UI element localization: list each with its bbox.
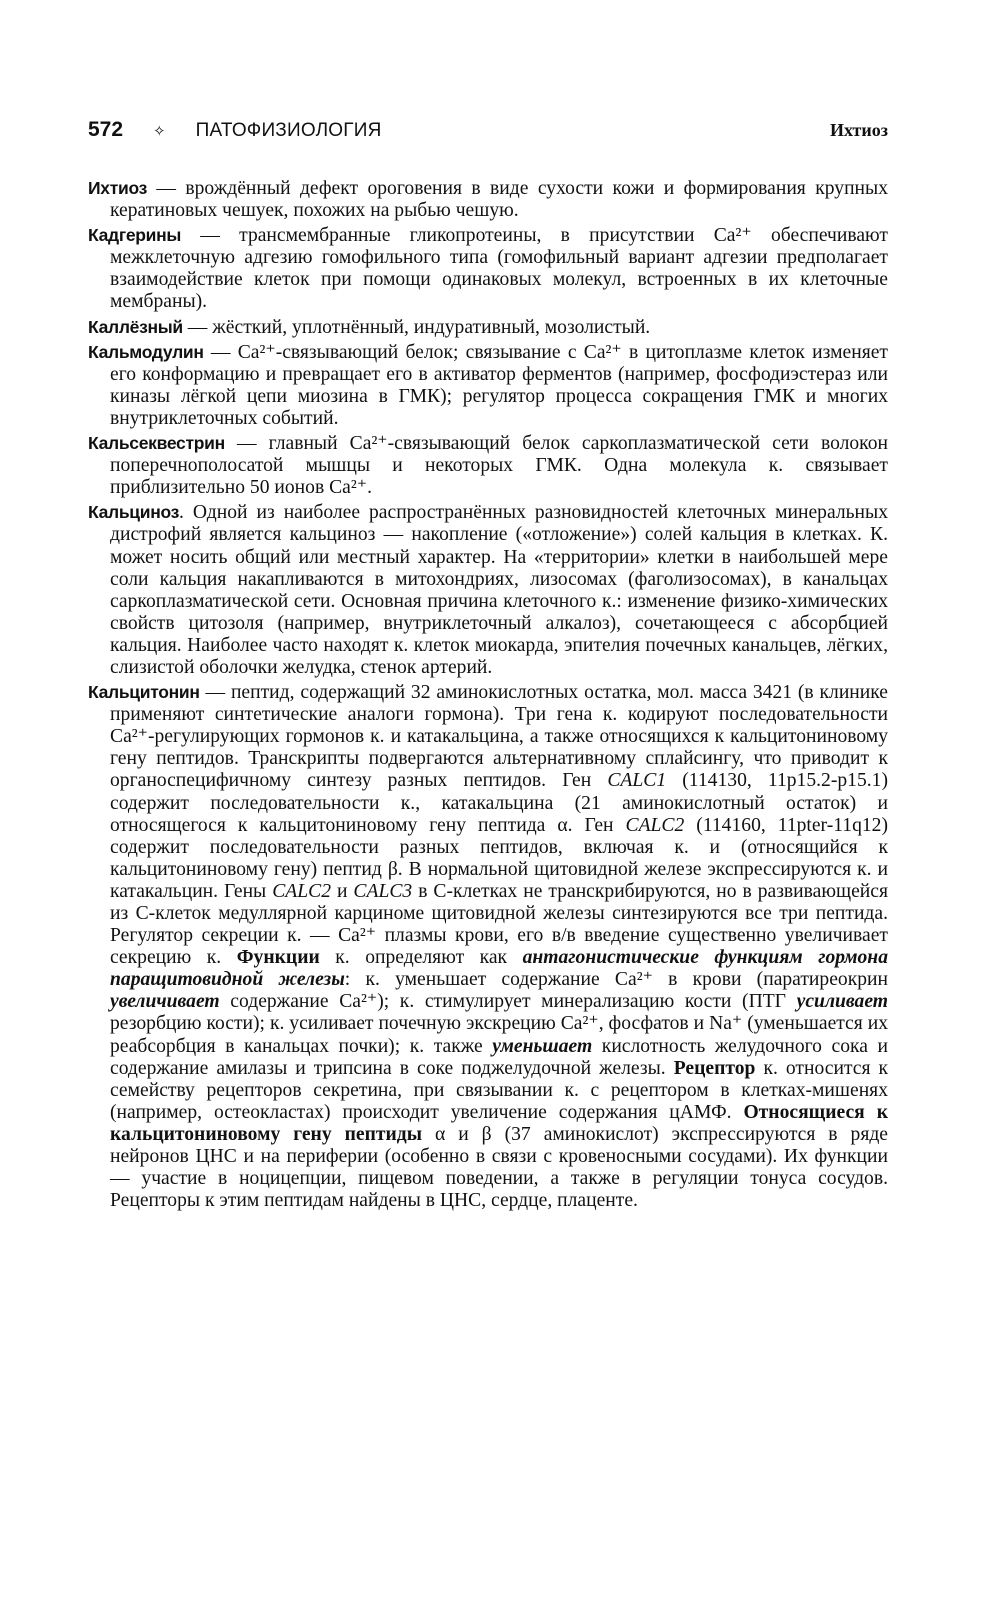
- entry-emphasis: усиливает: [796, 991, 888, 1013]
- dictionary-entry: [88, 501, 888, 679]
- entry-emphasis: CALC1: [607, 770, 667, 792]
- entry-text: в C-клетках не транскрибируются, но в развивающейся из C-клеток медуллярной карциноме щитовидной железы синтезируются все три пептида. Регулятор секреции к. — Ca²⁺ плазмы крови, его в/в введение существенно увеличивает секрецию к.: [110, 880, 888, 969]
- dictionary-entry: [88, 341, 888, 430]
- entry-text: и: [331, 880, 354, 902]
- entry-term: Кальциноз: [88, 502, 180, 523]
- dictionary-entry: [88, 681, 888, 1212]
- entry-text: кислотность желудочного сока и содержание амилазы и трипсина в соке поджелудочной железы.: [110, 1035, 888, 1079]
- ornament-diamond-icon: ✧: [153, 122, 166, 140]
- dictionary-entry: [88, 316, 888, 339]
- entry-emphasis: увеличивает: [110, 991, 220, 1013]
- entry-emphasis: CALC2: [272, 880, 331, 902]
- page-header: [88, 118, 888, 142]
- entry-emphasis: Относящиеся к кальцитониновому гену пептиды: [110, 1101, 888, 1145]
- entry-text: . Одной из наиболее распространённых разновидностей клеточных минеральных дистрофий является кальциноз — накопление («отложение») солей кальция в клетках. К. может носить общий или местный характер. На «территории» клетки в наибольшей мере соли кальция накапливаются в митохондриях, лизосомах (фаголизосомах), в канальцах саркоплазматической сети. Основная причина клеточного к.: изменение физико-химических свойств цитозоля (например, внутриклеточный алкалоз), сочетающееся с абсорбцией кальция. Наиболее часто находят к. клеток миокарда, эпителия почечных канальцев, лёгких, слизистой оболочки желудка, стенок артерий.: [110, 502, 888, 678]
- entry-text: (114130, 11p15.2-p15.1) содержит последовательности к., катакальцина (21 аминокислотный остаток) и относящегося к кальцитониновому гену пептида α. Ген: [110, 770, 888, 836]
- entry-emphasis: антагонистические функциям гормона паращитовидной железы: [110, 947, 888, 991]
- dictionary-entry: [88, 432, 888, 499]
- dictionary-entry: [88, 224, 888, 313]
- entry-text: — жёсткий, уплотнённый, индуративный, мозолистый.: [182, 316, 651, 338]
- entry-text: к. относится к семейству рецепторов секретина, при связывании к. с рецептором в клетках-мишенях (например, остеокластах) происходит увеличение содержания цАМФ.: [110, 1057, 888, 1123]
- page-number: 572: [88, 118, 124, 141]
- entry-term: Кальцитонин: [88, 682, 200, 703]
- entry-term: Каллёзный: [88, 316, 183, 337]
- entry-term: Ихтиоз: [88, 178, 147, 198]
- entry-term: Кальсеквестрин: [88, 433, 225, 454]
- entry-text: (114160, 11pter-11q12) содержит последовательности разных пептидов, включая к. и (относящийся к кальцитониновому гену) пептид β. В нормальной щитовидной железе экспрессируются к. и катакальцин. Гены: [110, 814, 888, 902]
- entry-emphasis: Функции: [236, 947, 320, 969]
- entry-text: к. определяют как: [319, 947, 523, 969]
- section-title: ПАТОФИЗИОЛОГИЯ: [195, 120, 382, 141]
- entry-text: — главный Ca²⁺-связывающий белок саркоплазматической сети волокон поперечнополосатой мышцы и некоторых ГМК. Одна молекула к. связывает приблизительно 50 ионов Ca²⁺.: [110, 433, 888, 499]
- entry-text: содержание Ca²⁺); к. стимулирует минерализацию кости (ПТГ: [219, 991, 797, 1013]
- entry-text: — Ca²⁺-связывающий белок; связывание с Ca²⁺ в цитоплазме клеток изменяет его конформацию и превращает его в активатор ферментов (например, фосфодиэстераз или киназы лёгкой цепи миозина в ГМК); регулятор процесса сокращения ГМК и многих внутриклеточных событий.: [110, 341, 888, 429]
- entry-text: — пептид, содержащий 32 аминокислотных остатка, мол. масса 3421 (в клинике применяют синтетические аналоги гормона). Три гена к. кодируют последовательности Ca²⁺-регулирующих гормонов к. и катакальцина, а также относящихся к кальцитониновому гену пептидов. Транскрипты подвергаются альтернативному сплайсингу, что приводит к органоспецифичному синтезу разных пептидов. Ген: [110, 682, 888, 792]
- entry-text: — врождённый дефект ороговения в виде сухости кожи и формирования крупных кератиновых чешуек, похожих на рыбью чешую.: [110, 178, 888, 222]
- entry-term: Кальмодулин: [88, 341, 204, 362]
- entry-text: — трансмембранные гликопротеины, в присутствии Ca²⁺ обеспечивают межклеточную адгезию гомофильного типа (гомофильный вариант адгезии предполагает взаимодействие клеток при помощи одинаковых молекул, встроенных в их клеточные мембраны).: [110, 225, 888, 313]
- entries-list: [88, 177, 888, 1214]
- dictionary-entry: [88, 177, 888, 222]
- entry-emphasis: уменьшает: [492, 1035, 593, 1057]
- entry-text: : к. уменьшает содержание Ca²⁺ в крови (паратиреокрин: [344, 969, 889, 991]
- entry-term: Кадгерины: [88, 225, 182, 246]
- entry-emphasis: CALC2: [625, 814, 685, 836]
- entry-emphasis: Рецептор: [673, 1057, 756, 1079]
- entry-text: резорбцию кости); к. усиливает почечную экскрецию Ca²⁺, фосфатов и Na⁺ (уменьшается их реабсорбция в канальцах почки); к. также: [110, 1013, 888, 1057]
- entry-emphasis: CALC3: [353, 880, 413, 902]
- running-head: Ихтиоз: [830, 120, 888, 140]
- entry-text: α и β (37 аминокислот) экспрессируются в ряде нейронов ЦНС и на периферии (особенно в связи с кровеносными сосудами). Их функции — участие в ноцицепции, пищевом поведении, а также в регуляции тонуса сосудов. Рецепторы к этим пептидам найдены в ЦНС, сердце, плаценте.: [110, 1123, 888, 1212]
